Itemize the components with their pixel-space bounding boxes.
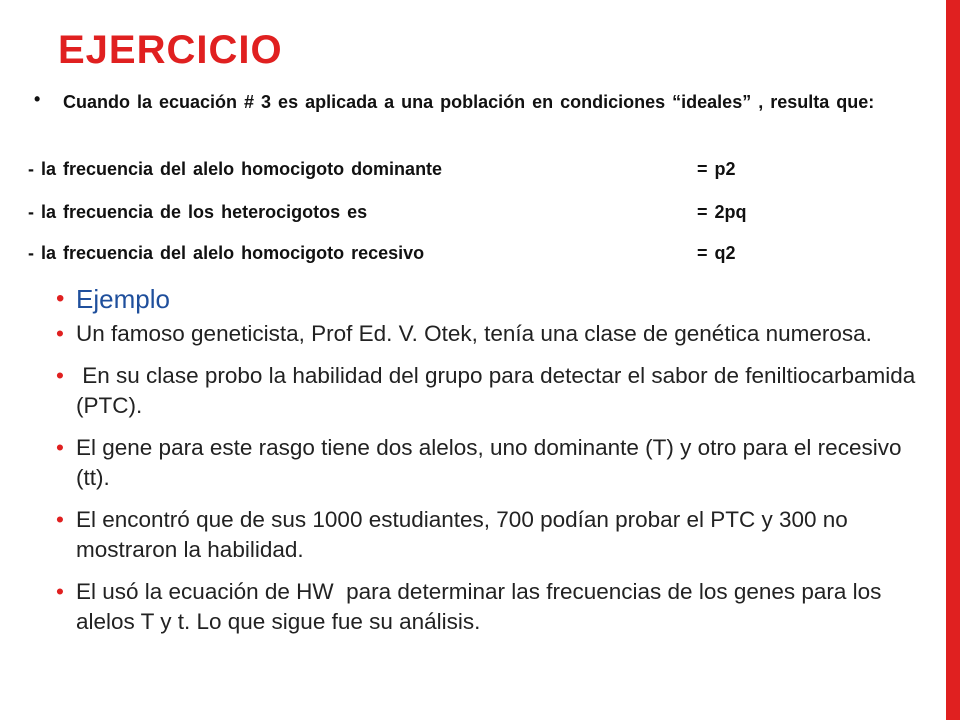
list-item — [56, 319, 916, 349]
frequency-description: - la frecuencia del alelo homocigoto dominante — [28, 159, 443, 179]
bullet-icon: • — [56, 579, 64, 604]
slide-title: EJERCICIO — [58, 28, 283, 72]
list-item-text: El gene para este rasgo tiene dos alelos, uno dominante (T) y otro para el recesivo (tt). — [76, 435, 902, 490]
frequency-equation: = p2 — [697, 159, 736, 179]
example-heading — [56, 283, 916, 315]
side-accent-bar — [946, 0, 960, 720]
list-item — [56, 433, 916, 493]
frequency-row-heterozygous — [28, 199, 908, 225]
frequency-equation: = q2 — [697, 243, 736, 263]
frequency-description: - la frecuencia de los heterocigotos es — [28, 202, 368, 222]
list-item — [56, 505, 916, 565]
bullet-icon: • — [56, 435, 64, 460]
list-item — [56, 577, 916, 637]
intro-text: Cuando la ecuación # 3 es aplicada a una población en condiciones “ideales” , resulta que: — [63, 92, 875, 112]
list-item — [56, 361, 922, 421]
frequency-description: - la frecuencia del alelo homocigoto recesivo — [28, 243, 425, 263]
example-section — [56, 283, 922, 649]
bullet-icon: • — [34, 89, 41, 109]
frequency-row-dominant — [28, 156, 908, 182]
bullet-icon: • — [56, 507, 64, 532]
frequency-row-recessive — [28, 240, 908, 266]
bullet-icon: • — [56, 321, 64, 346]
list-item-text: El usó la ecuación de HW para determinar las frecuencias de los genes para los alelos T y t. Lo que sigue fue su análisis. — [76, 579, 888, 634]
list-item-text: El encontró que de sus 1000 estudiantes, 700 podían probar el PTC y 300 no mostraron la habilidad. — [76, 507, 848, 562]
bullet-icon: • — [56, 285, 65, 312]
example-heading-text: Ejemplo — [76, 284, 170, 314]
list-item-text: Un famoso geneticista, Prof Ed. V. Otek, tenía una clase de genética numerosa. — [76, 321, 872, 346]
frequency-equation: = 2pq — [697, 202, 747, 222]
bullet-icon: • — [56, 363, 64, 388]
list-item-text: En su clase probo la habilidad del grupo para detectar el sabor de feniltiocarbamida (PTC). — [76, 363, 922, 418]
